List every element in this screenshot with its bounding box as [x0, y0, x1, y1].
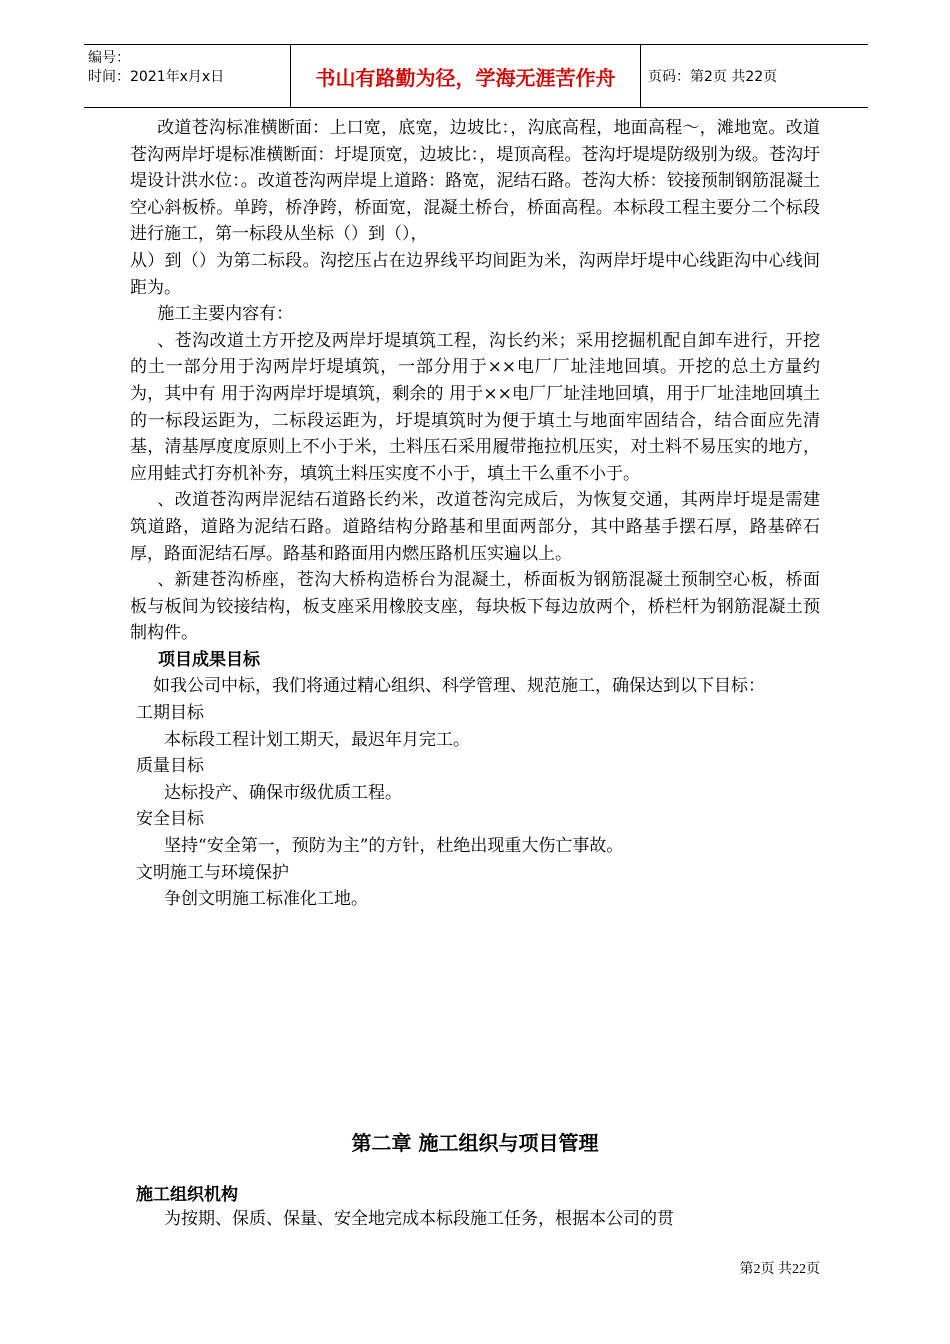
- paragraph-main-content-label: 施工主要内容有：: [157, 304, 294, 325]
- header-page-info: 页码：第2页 共22页: [648, 69, 778, 85]
- section-paragraph: 为按期、保质、保量、安全地完成本标段施工任务，根据本公司的贯: [164, 1209, 674, 1229]
- goal-safety-text: 坚持“安全第一，预防为主”的方针，杜绝出现重大伤亡事故。: [164, 836, 624, 857]
- page-header: [84, 44, 868, 108]
- section-title: 施工组织机构: [136, 1185, 238, 1205]
- goal-schedule-title: 工期目标: [136, 703, 204, 724]
- page-footer: 第2页 共22页: [739, 1262, 820, 1277]
- header-time-label: 时间：2021年x月x日: [88, 69, 225, 85]
- goal-safety-title: 安全目标: [136, 809, 204, 830]
- paragraph-earthwork: 、苍沟改道土方开挖及两岸圩堤填筑工程，沟长约米；采用挖掘机配自卸车进行，开挖的土一部分用于沟两岸圩堤填筑，一部分用于××电厂厂址洼地回填。开挖的总土方量约为，其中有 用于沟两岸圩堤填筑，剩余的 用于××电厂厂址洼地回填，用于厂址洼地回填土的一标段运距为，二标段运距为，圩堤填筑时为便于填土与地面牢固结合，结合面应先清基，清基厚度度原则上不小于米，土料压石采用履带拖拉机压实，对土料不易压实的地方，应用蛙式打夯机补夯，填筑土料压实度不小于，填土干么重不小于。: [130, 330, 820, 484]
- header-motto: 书山有路勤为径，学海无涯苦作舟: [291, 45, 641, 107]
- goal-quality-text: 达标投产、确保市级优质工程。: [164, 782, 402, 803]
- paragraph-road: 、改道苍沟两岸泥结石道路长约米，改道苍沟完成后，为恢复交通，其两岸圩堤是需建筑道路，道路为泥结石路。道路结构分路基和里面两部分，其中路基手摆石厚，路基碎石厚，路面泥结石厚。路基和路面用内燃压路机压实遍以上。: [130, 490, 820, 564]
- goals-heading: 项目成果目标: [158, 649, 260, 670]
- document-body: [130, 115, 820, 913]
- paragraph-bridge: 、新建苍沟桥座，苍沟大桥构造桥台为混凝土，桥面板为钢筋混凝土预制空心板，桥面板与板间为铰接结构，板支座采用橡胶支座，每块板下每边放两个，桥栏杆为钢筋混凝土预制构件。: [130, 570, 820, 644]
- goal-civil-title: 文明施工与环境保护: [136, 862, 289, 883]
- goal-quality-title: 质量目标: [136, 756, 204, 777]
- chapter-title: 第二章 施工组织与项目管理: [351, 1131, 599, 1155]
- header-number-label: 编号：: [88, 50, 130, 66]
- goal-schedule-text: 本标段工程计划工期天，最迟年月完工。: [164, 729, 470, 750]
- paragraph-section-range: 从）到（）为第二标段。沟挖压占在边界线平均间距为米，沟两岸圩堤中心线距沟中心线间距为。: [130, 250, 820, 298]
- goals-intro: 如我公司中标，我们将通过精心组织、科学管理、规范施工，确保达到以下目标：: [153, 676, 765, 697]
- header-meta: [84, 45, 291, 107]
- paragraph-cross-section: 改道苍沟标准横断面：上口宽，底宽，边坡比：，沟底高程，地面高程～，滩地宽。改道苍沟两岸圩堤标准横断面：圩堤顶宽，边坡比：，堤顶高程。苍沟圩堤堤防级别为级。苍沟圩堤设计洪水位：。改道苍沟两岸堤上道路：路宽，泥结石路。苍沟大桥：铰接预制钢筋混凝土空心斜板桥。单跨，桥净跨，桥面宽，混凝土桥台，桥面高程。本标段工程主要分二个标段进行施工，第一标段从坐标（）到（），: [130, 118, 820, 245]
- goal-civil-text: 争创文明施工标准化工地。: [164, 889, 368, 910]
